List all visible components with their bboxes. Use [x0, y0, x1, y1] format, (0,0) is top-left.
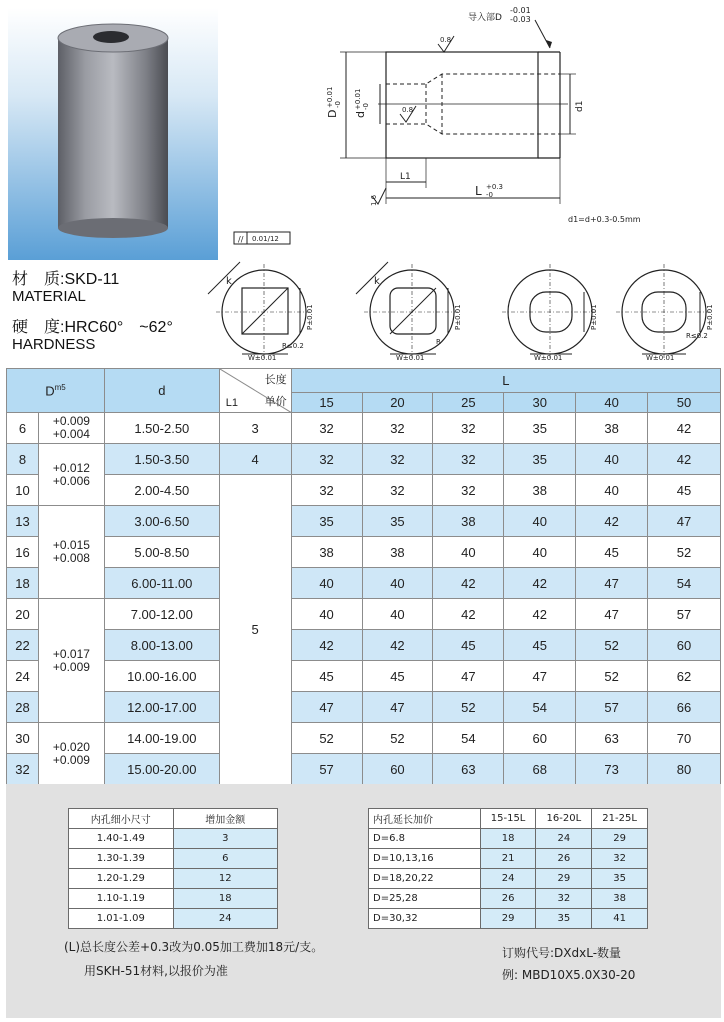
table-row	[7, 630, 721, 661]
small-hole-row	[69, 869, 278, 889]
cell-price: 42	[504, 599, 576, 630]
extension-price: 38	[592, 889, 648, 909]
cell-D: 16	[7, 537, 39, 568]
small-hole-size: 1.10-1.19	[69, 889, 174, 909]
w-tol-1: W±0.01	[248, 354, 277, 362]
cell-L1: 3	[219, 413, 291, 444]
extension-row	[369, 889, 648, 909]
tolerance-lower: +0.009	[52, 659, 90, 674]
cell-D: 32	[7, 754, 39, 785]
cell-price: 32	[291, 413, 362, 444]
extension-price: 35	[592, 869, 648, 889]
cell-price: 47	[576, 568, 648, 599]
di-tol-lower: -0	[362, 103, 370, 110]
extension-row	[369, 909, 648, 929]
di-tol-upper: +0.01	[354, 88, 362, 110]
l1-label: L1	[400, 172, 411, 182]
cell-price: 45	[291, 661, 362, 692]
formula: d1=d+0.3-0.5mm	[568, 215, 641, 224]
l-value-40: 40	[576, 393, 648, 413]
cell-d: 7.00-12.00	[104, 599, 219, 630]
extension-price: 26	[480, 889, 536, 909]
cell-price: 40	[433, 537, 504, 568]
small-hole-header-size: 内孔细小尺寸	[69, 809, 174, 829]
extension-price: 26	[536, 849, 592, 869]
extension-size: D=30,32	[369, 909, 481, 929]
cell-L1: 5	[219, 475, 291, 785]
table-row	[7, 413, 721, 444]
l-value-15: 15	[291, 393, 362, 413]
cell-price: 73	[576, 754, 648, 785]
cell-price: 32	[433, 475, 504, 506]
ext-header-15: 15-15L	[480, 809, 536, 829]
cell-price: 45	[362, 661, 433, 692]
table-row	[7, 661, 721, 692]
cell-L1: 4	[219, 444, 291, 475]
cell-price: 52	[291, 723, 362, 754]
cell-price: 62	[648, 661, 721, 692]
small-hole-price: 12	[173, 869, 277, 889]
extension-table	[368, 808, 648, 929]
cell-price: 42	[576, 506, 648, 537]
cell-tolerance	[38, 444, 104, 506]
note-material: 用SKH-51材料,以报价为准	[84, 964, 228, 978]
cell-price: 32	[433, 413, 504, 444]
cell-D: 30	[7, 723, 39, 754]
cell-tolerance	[38, 413, 104, 444]
cell-price: 70	[648, 723, 721, 754]
cell-price: 52	[576, 661, 648, 692]
cell-D: 6	[7, 413, 39, 444]
cross-section-drawings	[200, 226, 720, 364]
svg-text://: //	[238, 235, 244, 244]
cell-d: 10.00-16.00	[104, 661, 219, 692]
ext-header-25: 21-25L	[592, 809, 648, 829]
cell-D: 8	[7, 444, 39, 475]
cell-price: 40	[362, 599, 433, 630]
cell-price: 47	[576, 599, 648, 630]
table-row	[7, 475, 721, 506]
cell-price: 47	[504, 661, 576, 692]
small-hole-price: 18	[173, 889, 277, 909]
small-hole-header-price: 增加金额	[173, 809, 277, 829]
tolerance-upper: +0.017	[52, 646, 90, 661]
extension-row	[369, 849, 648, 869]
l-label: L	[475, 184, 482, 198]
table-row	[7, 599, 721, 630]
table-row	[7, 754, 721, 785]
cell-price: 32	[362, 413, 433, 444]
small-hole-price: 6	[173, 849, 277, 869]
small-hole-row	[69, 909, 278, 929]
note-length-tolerance: (L)总长度公差+0.3改为0.05加工费加18元/支。	[64, 940, 324, 954]
extension-price: 21	[480, 849, 536, 869]
cell-price: 68	[504, 754, 576, 785]
d1-label: d1	[575, 100, 585, 112]
small-hole-row	[69, 849, 278, 869]
small-hole-size: 1.40-1.49	[69, 829, 174, 849]
hardness-label: 硬 度:HRC60° ~62°	[12, 319, 173, 336]
cell-d: 5.00-8.50	[104, 537, 219, 568]
table-row	[7, 506, 721, 537]
cell-price: 32	[362, 444, 433, 475]
cell-price: 60	[504, 723, 576, 754]
r-label-1: R≤0.2	[282, 342, 304, 350]
cell-price: 38	[362, 537, 433, 568]
cell-price: 40	[362, 568, 433, 599]
cell-D: 18	[7, 568, 39, 599]
tolerance-upper: +0.012	[52, 460, 90, 475]
col-header-L: L	[291, 369, 720, 393]
cell-price: 40	[504, 537, 576, 568]
cell-price: 45	[648, 475, 721, 506]
cell-price: 38	[433, 506, 504, 537]
cell-price: 32	[433, 444, 504, 475]
table-row	[7, 444, 721, 475]
cell-price: 40	[291, 599, 362, 630]
parallel-tol: 0.01/12	[252, 235, 279, 243]
cell-price: 52	[433, 692, 504, 723]
cell-price: 42	[362, 630, 433, 661]
extension-row	[369, 869, 648, 889]
price-table	[6, 368, 721, 785]
cell-price: 52	[648, 537, 721, 568]
k-label-2: k	[374, 276, 380, 287]
d-tol-upper: +0.01	[326, 86, 334, 108]
cell-d: 12.00-17.00	[104, 692, 219, 723]
tolerance-upper: +0.020	[52, 739, 90, 754]
l-tol-lower: -0	[486, 191, 493, 199]
small-hole-row	[69, 889, 278, 909]
cell-price: 66	[648, 692, 721, 723]
tolerance-lower: +0.006	[52, 473, 90, 488]
cell-d: 8.00-13.00	[104, 630, 219, 661]
cell-price: 60	[362, 754, 433, 785]
hardness-en-label: HARDNESS	[12, 336, 96, 353]
cell-d: 1.50-3.50	[104, 444, 219, 475]
small-hole-row	[69, 829, 278, 849]
col-header-l1: 长度 L1 单价	[219, 369, 291, 413]
cell-price: 45	[576, 537, 648, 568]
cell-price: 42	[504, 568, 576, 599]
cell-price: 35	[291, 506, 362, 537]
extension-size: D=25,28	[369, 889, 481, 909]
cell-D: 24	[7, 661, 39, 692]
extension-price: 18	[480, 829, 536, 849]
cell-price: 47	[362, 692, 433, 723]
cell-price: 63	[576, 723, 648, 754]
p-tol-4: P±0.01	[706, 304, 714, 330]
cell-price: 57	[648, 599, 721, 630]
extension-price: 32	[592, 849, 648, 869]
cell-price: 32	[291, 475, 362, 506]
small-hole-table	[68, 808, 278, 929]
col-header-D: $D^{m5}$	[7, 369, 105, 413]
ext-header-label: 内孔延长加价	[369, 809, 481, 829]
ext-header-20: 16-20L	[536, 809, 592, 829]
extension-price: 24	[480, 869, 536, 889]
cell-price: 35	[504, 413, 576, 444]
table-row	[7, 568, 721, 599]
l-value-30: 30	[504, 393, 576, 413]
extension-price: 29	[480, 909, 536, 929]
cell-tolerance	[38, 723, 104, 785]
r-label-2: R	[436, 338, 441, 346]
di-label: d	[354, 111, 367, 118]
cell-D: 22	[7, 630, 39, 661]
cell-d: 1.50-2.50	[104, 413, 219, 444]
extension-price: 35	[536, 909, 592, 929]
w-tol-3: W±0.01	[534, 354, 563, 362]
cell-price: 63	[433, 754, 504, 785]
p-tol-3: P±0.01	[590, 304, 598, 330]
cell-price: 54	[433, 723, 504, 754]
cell-d: 2.00-4.50	[104, 475, 219, 506]
cell-price: 45	[433, 630, 504, 661]
small-hole-price: 3	[173, 829, 277, 849]
cell-price: 54	[504, 692, 576, 723]
roughness-outer: 0.8	[440, 36, 452, 44]
cell-price: 47	[433, 661, 504, 692]
roughness-inner: 0.8	[402, 106, 414, 114]
small-hole-size: 1.01-1.09	[69, 909, 174, 929]
table-row	[7, 723, 721, 754]
cell-d: 6.00-11.00	[104, 568, 219, 599]
extension-price: 32	[536, 889, 592, 909]
extension-price: 29	[592, 829, 648, 849]
p-tol-1: P±0.01	[306, 304, 314, 330]
cell-price: 47	[648, 506, 721, 537]
extension-size: D=18,20,22	[369, 869, 481, 889]
material-label: 材 质:SKD-11	[12, 271, 120, 288]
cell-price: 38	[291, 537, 362, 568]
tolerance-lower: +0.009	[52, 752, 90, 767]
extension-price: 29	[536, 869, 592, 889]
cell-price: 42	[433, 568, 504, 599]
l-tol-upper: +0.3	[486, 183, 503, 191]
extension-price: 41	[592, 909, 648, 929]
cell-price: 80	[648, 754, 721, 785]
cell-price: 40	[576, 475, 648, 506]
product-photo	[8, 8, 218, 260]
cell-price: 35	[362, 506, 433, 537]
extension-size: D=10,13,16	[369, 849, 481, 869]
cell-price: 38	[576, 413, 648, 444]
l-value-25: 25	[433, 393, 504, 413]
material-en-label: MATERIAL	[12, 288, 86, 305]
cell-price: 54	[648, 568, 721, 599]
small-hole-size: 1.20-1.29	[69, 869, 174, 889]
cell-price: 47	[291, 692, 362, 723]
extension-price: 24	[536, 829, 592, 849]
cell-tolerance	[38, 506, 104, 599]
cell-price: 35	[504, 444, 576, 475]
section-view-1	[208, 262, 314, 362]
cell-price: 42	[291, 630, 362, 661]
cell-price: 42	[648, 413, 721, 444]
small-hole-size: 1.30-1.39	[69, 849, 174, 869]
cell-price: 57	[576, 692, 648, 723]
small-hole-price: 24	[173, 909, 277, 929]
cell-d: 14.00-19.00	[104, 723, 219, 754]
table-row	[7, 537, 721, 568]
cell-D: 20	[7, 599, 39, 630]
cell-tolerance	[38, 599, 104, 723]
section-view-3	[502, 264, 598, 362]
cell-price: 45	[504, 630, 576, 661]
d-label: D	[326, 109, 339, 118]
tolerance-upper: +0.015	[52, 538, 90, 552]
cell-price: 40	[576, 444, 648, 475]
cell-price: 38	[504, 475, 576, 506]
table-row	[7, 692, 721, 723]
tolerance-lower: +0.008	[52, 551, 90, 565]
lead-label: 导入部D	[468, 13, 502, 23]
cell-price: 32	[291, 444, 362, 475]
col-header-d: d	[104, 369, 219, 413]
cell-D: 28	[7, 692, 39, 723]
p-tol-2: P±0.01	[454, 304, 462, 330]
cell-price: 40	[291, 568, 362, 599]
cell-D: 13	[7, 506, 39, 537]
bushing-image	[8, 8, 218, 260]
cell-price: 42	[433, 599, 504, 630]
cell-d: 15.00-20.00	[104, 754, 219, 785]
r-label-4: R≤0.2	[686, 332, 708, 340]
section-view-4	[616, 264, 714, 362]
extension-size: D=6.8	[369, 829, 481, 849]
cell-price: 42	[648, 444, 721, 475]
k-label-1: k	[226, 276, 232, 287]
cell-price: 60	[648, 630, 721, 661]
lead-tol-upper: -0.01	[510, 6, 531, 15]
tolerance-lower: +0.004	[52, 427, 90, 441]
cell-D: 10	[7, 475, 39, 506]
roughness-end: 1.6	[370, 194, 378, 206]
d-tol-lower: -0	[334, 101, 342, 108]
cell-d: 3.00-6.50	[104, 506, 219, 537]
cell-price: 57	[291, 754, 362, 785]
lead-tol-lower: -0.03	[510, 15, 531, 24]
tolerance-upper: +0.009	[52, 414, 90, 428]
side-view-drawing	[320, 0, 720, 225]
cell-price: 40	[504, 506, 576, 537]
cell-price: 52	[362, 723, 433, 754]
section-view-2	[356, 262, 462, 362]
extension-row	[369, 829, 648, 849]
order-code: 订购代号:DXdxL-数量	[502, 946, 622, 960]
order-example: 例: MBD10X5.0X30-20	[502, 968, 636, 982]
w-tol-4: W±0.01	[646, 354, 675, 362]
l-value-50: 50	[648, 393, 721, 413]
w-tol-2: W±0.01	[396, 354, 425, 362]
cell-price: 32	[362, 475, 433, 506]
cell-price: 52	[576, 630, 648, 661]
l-value-20: 20	[362, 393, 433, 413]
